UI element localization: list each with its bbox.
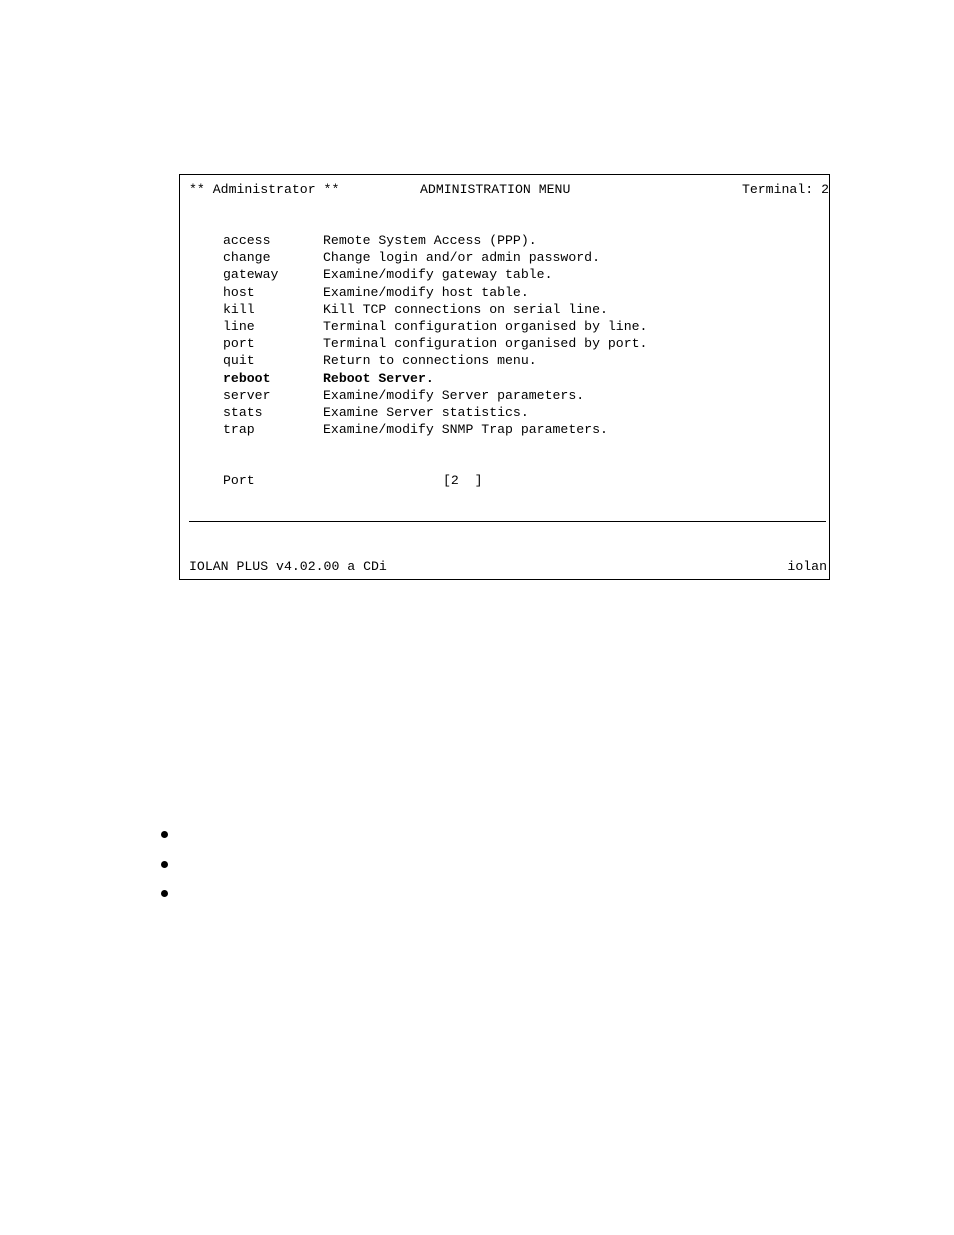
terminal-number: Terminal: 2 xyxy=(741,182,829,197)
menu-item-host[interactable] xyxy=(223,284,647,301)
bullet-icon xyxy=(161,861,168,868)
menu-command: host xyxy=(223,284,255,300)
menu-item-server[interactable] xyxy=(223,387,647,404)
menu-description: Remote System Access (PPP). xyxy=(323,233,537,248)
menu-description: Terminal configuration organised by line. xyxy=(323,318,648,334)
menu-item-reboot[interactable] xyxy=(223,370,647,387)
bullet-icon xyxy=(161,831,168,838)
version-label: IOLAN PLUS v4.02.00 a CDi xyxy=(189,559,387,574)
menu-description: Examine/modify Server parameters. xyxy=(323,387,585,403)
menu-command: stats xyxy=(223,404,263,420)
menu-item-stats[interactable] xyxy=(223,404,647,421)
menu-command: line xyxy=(223,318,255,334)
port-label: Port xyxy=(223,473,255,488)
menu-command: server xyxy=(223,387,271,403)
menu-description: Examine Server statistics. xyxy=(323,404,529,420)
menu-item-port[interactable] xyxy=(223,335,647,352)
bullet-icon xyxy=(161,890,168,897)
menu-description: Examine/modify SNMP Trap parameters. xyxy=(323,422,608,438)
menu-command: change xyxy=(223,250,271,266)
terminal-screen xyxy=(179,174,830,580)
menu-item-quit[interactable] xyxy=(223,352,647,369)
menu-description: Change login and/or admin password. xyxy=(323,250,600,266)
divider-line xyxy=(189,521,826,522)
menu-item-trap[interactable] xyxy=(223,421,647,438)
user-role-label: ** Administrator ** xyxy=(189,182,340,197)
menu-description: Reboot Server. xyxy=(323,370,434,386)
menu-command: kill xyxy=(223,301,255,317)
menu-command: gateway xyxy=(223,267,279,283)
menu-description: Kill TCP connections on serial line. xyxy=(323,301,608,317)
menu-title: ADMINISTRATION MENU xyxy=(420,182,571,197)
menu-item-change[interactable] xyxy=(223,249,647,266)
menu-item-kill[interactable] xyxy=(223,301,647,318)
menu-item-line[interactable] xyxy=(223,318,647,335)
menu-command: trap xyxy=(223,422,255,438)
hostname-label: iolan xyxy=(787,559,827,574)
menu-description: Examine/modify host table. xyxy=(323,284,529,300)
menu-description: Return to connections menu. xyxy=(323,353,537,369)
port-input[interactable]: [2 ] xyxy=(443,473,483,488)
menu-description: Terminal configuration organised by port. xyxy=(323,336,648,352)
menu-description: Examine/modify gateway table. xyxy=(323,267,553,283)
menu-command: reboot xyxy=(223,370,271,386)
admin-menu-list xyxy=(223,232,647,438)
menu-command: port xyxy=(223,336,255,352)
menu-command: quit xyxy=(223,353,255,369)
menu-item-gateway[interactable] xyxy=(223,266,647,283)
menu-item-access[interactable] xyxy=(223,232,647,249)
menu-command: access xyxy=(223,233,271,248)
